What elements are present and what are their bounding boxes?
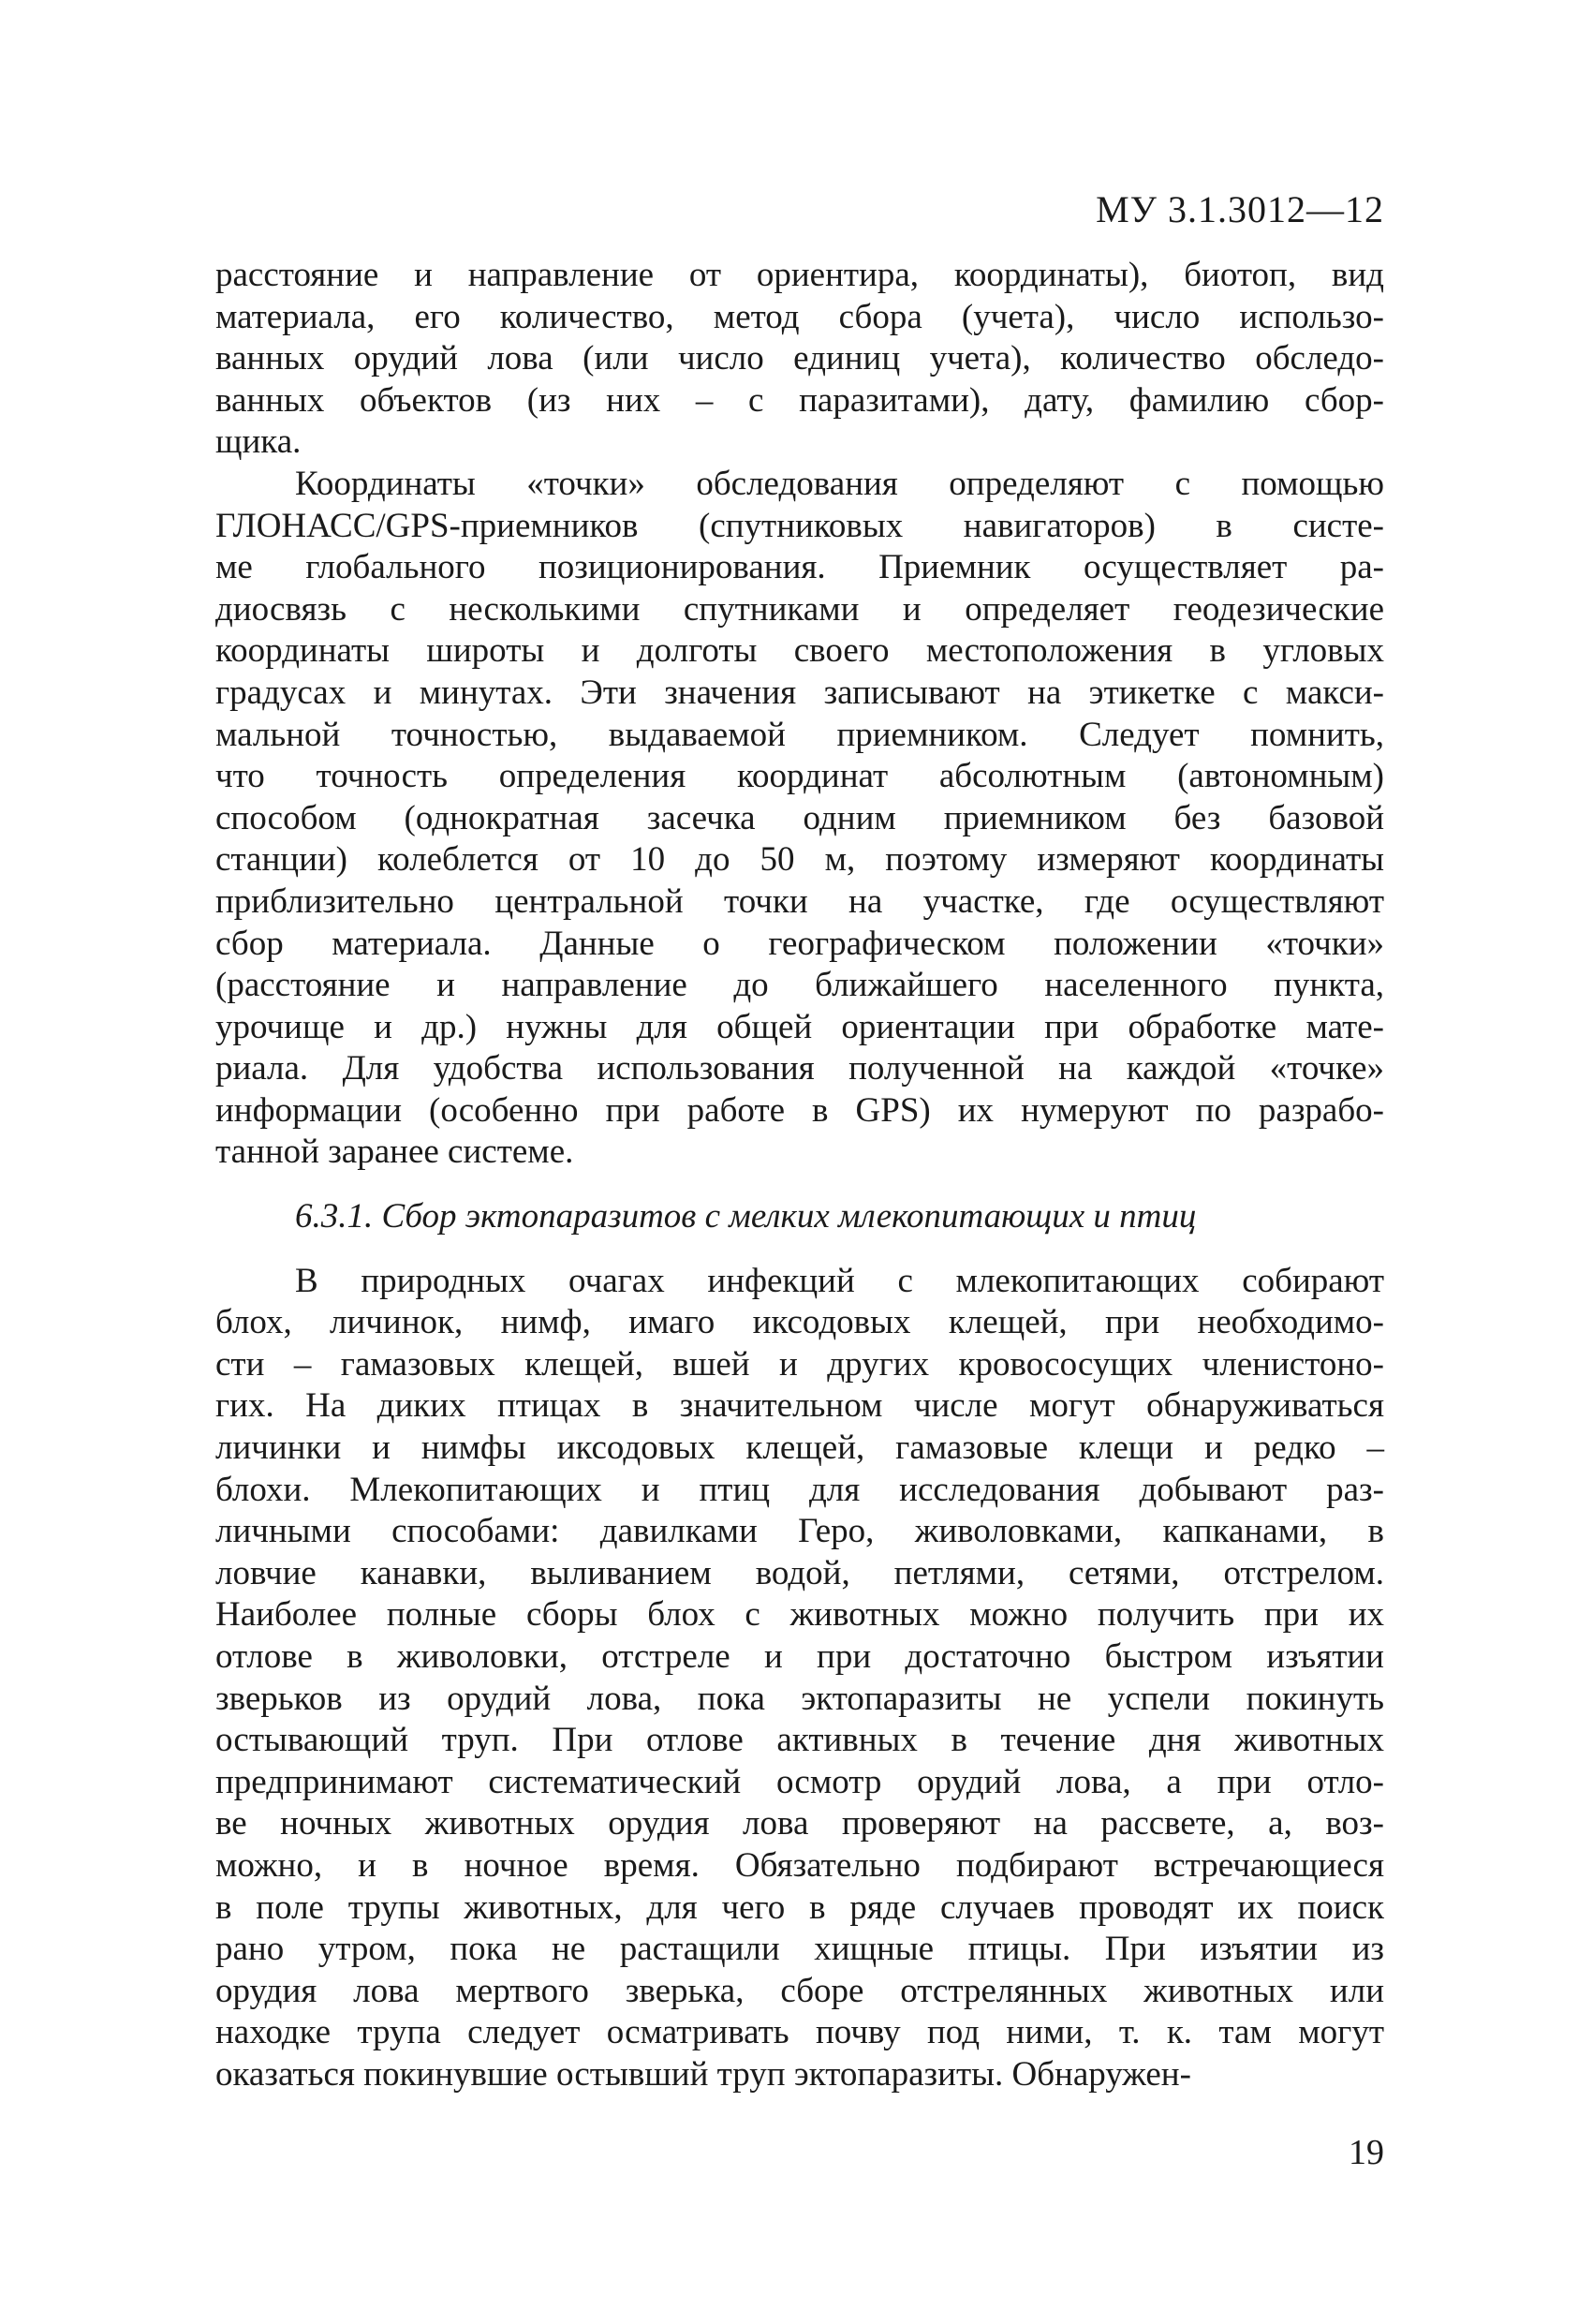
text-line: ванных орудий лова (или число единиц учета), количество обследо- [215, 339, 1384, 378]
document-page [215, 187, 1384, 2173]
text-line: личинки и нимфы иксодовых клещей, гамазовые клещи и редко – [215, 1428, 1384, 1468]
text-line: предпринимают систематический осмотр орудий лова, а при отло- [215, 1762, 1384, 1801]
text-line: способом (однократная засечка одним приемником без базовой [215, 798, 1384, 837]
text-line: отлове в живоловки, отстреле и при достаточно быстром изъятии [215, 1637, 1384, 1676]
text-line: блох, личинок, нимф, имаго иксодовых клещей, при необходимо- [215, 1303, 1384, 1342]
text-line: что точность определения координат абсолютным (автономным) [215, 757, 1384, 796]
text-line: зверьков из орудий лова, пока эктопаразиты не успели покинуть [215, 1679, 1384, 1718]
body-text [215, 255, 1384, 2096]
text-line: ве ночных животных орудия лова проверяют на рассвете, а, воз- [215, 1804, 1384, 1843]
text-line: сти – гамазовых клещей, вшей и других кровососущих членистоно- [215, 1344, 1384, 1384]
text-line: координаты широты и долготы своего местоположения в угловых [215, 631, 1384, 671]
text-line: диосвязь с несколькими спутниками и определяет геодезические [215, 589, 1384, 629]
text-line: урочище и др.) нужны для общей ориентации при обработке мате- [215, 1007, 1384, 1046]
text-line: приблизительно центральной точки на участке, где осуществляют [215, 881, 1384, 921]
text-line: ГЛОНАСС/GPS-приемников (спутниковых навигаторов) в систе- [215, 506, 1384, 545]
text-line: Координаты «точки» обследования определяют с помощью [295, 464, 1384, 503]
text-line: риала. Для удобства использования полученной на каждой «точке» [215, 1049, 1384, 1088]
paragraph [215, 1261, 1384, 2096]
text-line: В природных очагах инфекций с млекопитающих собирают [295, 1261, 1384, 1300]
section-heading: 6.3.1. Сбор эктопаразитов с мелких млекопитающих и птиц [295, 1197, 1197, 1236]
text-line: мальной точностью, выдаваемой приемником. Следует помнить, [215, 715, 1384, 754]
text-line: орудия лова мертвого зверька, сборе отстрелянных животных или [215, 1971, 1384, 2010]
text-line: станции) колеблется от 10 до 50 м, поэтому измеряют координаты [215, 840, 1384, 880]
text-line: остывающий труп. При отлове активных в течение дня животных [215, 1721, 1384, 1760]
text-line: расстояние и направление от ориентира, координаты), биотоп, вид [215, 256, 1384, 294]
text-line: Наиболее полные сборы блох с животных можно получить при их [215, 1595, 1384, 1635]
paragraph [215, 464, 1384, 1174]
text-line: в поле трупы животных, для чего в ряде случаев проводят их поиск [215, 1887, 1384, 1927]
text-line: танной заранее системе. [215, 1132, 574, 1172]
text-line: градусах и минутах. Эти значения записывают на этикетке с макси- [215, 673, 1384, 712]
page-number: 19 [1349, 2133, 1384, 2172]
text-line: блохи. Млекопитающих и птиц для исследования добывают раз- [215, 1470, 1384, 1509]
text-line: рано утром, пока не растащили хищные птицы. При изъятии из [215, 1930, 1384, 1969]
text-line: можно, и в ночное время. Обязательно подбирают встречающиеся [215, 1845, 1384, 1885]
text-line: ме глобального позиционирования. Приемник осуществляет ра- [215, 548, 1384, 587]
text-line: (расстояние и направление до ближайшего населенного пункта, [215, 966, 1384, 1005]
text-line: гих. На диких птицах в значительном числе могут обнаруживаться [215, 1386, 1384, 1426]
text-line: информации (особенно при работе в GPS) их нумеруют по разрабо- [215, 1090, 1384, 1130]
text-line: сбор материала. Данные о географическом положении «точки» [215, 924, 1384, 963]
text-line: оказаться покинувшие остывший труп эктопаразиты. Обнаружен- [215, 2054, 1191, 2094]
text-line: щика. [215, 422, 302, 462]
document-code-header: МУ 3.1.3012—12 [1096, 188, 1384, 230]
paragraph [215, 255, 1384, 464]
text-line: материала, его количество, метод сбора (учета), число использо- [215, 297, 1384, 336]
text-line: находке трупа следует осматривать почву под ними, т. к. там могут [215, 2013, 1384, 2052]
text-line: личными способами: давилками Геро, живоловками, капканами, в [215, 1512, 1384, 1551]
text-line: ловчие канавки, выливанием водой, петлями, сетями, отстрелом. [215, 1553, 1384, 1592]
text-line: ванных объектов (из них – с паразитами), дату, фамилию сбор- [215, 380, 1384, 420]
